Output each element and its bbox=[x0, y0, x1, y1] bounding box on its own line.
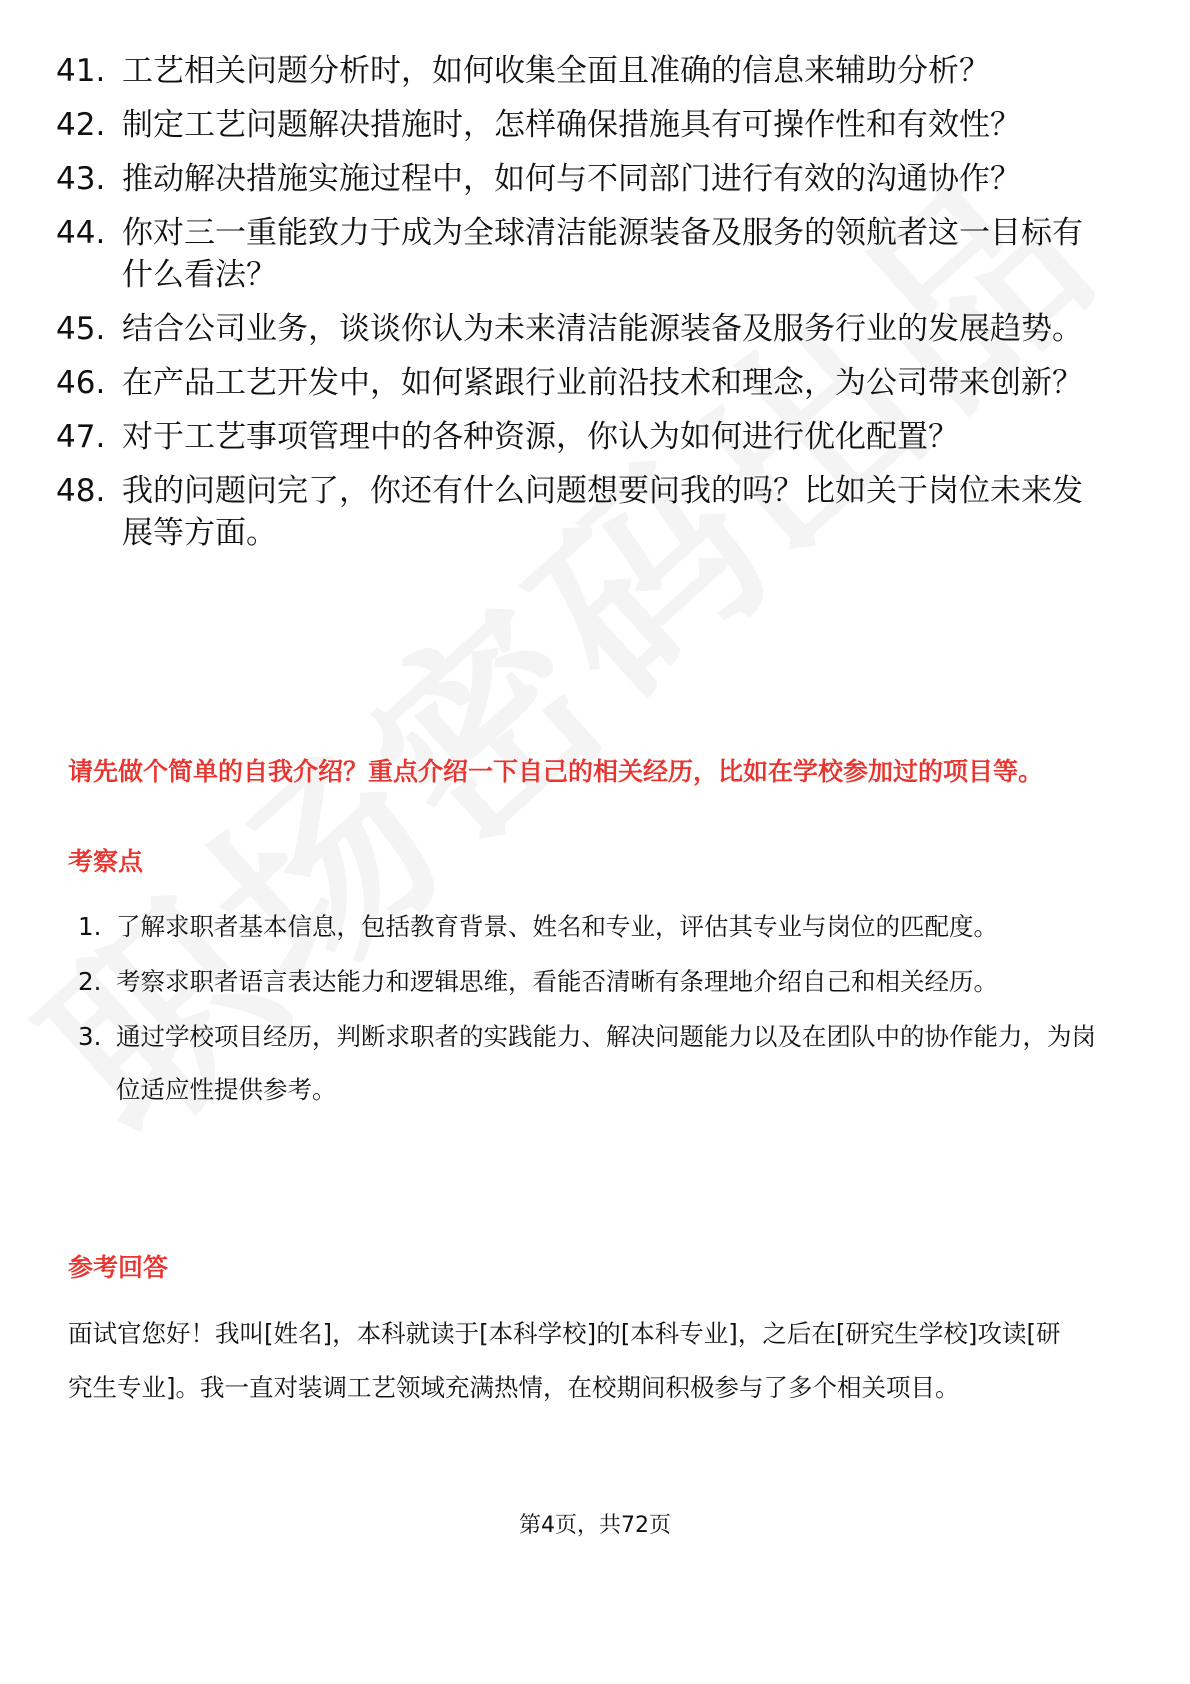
question-number: 43. bbox=[56, 161, 106, 197]
list-item bbox=[56, 104, 1106, 146]
list-item bbox=[78, 955, 1118, 1008]
question-list bbox=[56, 50, 1106, 566]
point-text: 通过学校项目经历，判断求职者的实践能力、解决问题能力以及在团队中的协作能力，为岗位适应性提供参考。 bbox=[116, 1022, 1096, 1104]
point-number: 3. bbox=[78, 1022, 102, 1051]
reference-answer: 面试官您好！我叫[姓名]，本科就读于[本科学校]的[本科专业]，之后在[研究生学校]攻读[研究生专业]。我一直对装调工艺领域充满热情，在校期间积极参与了多个相关项目。 bbox=[68, 1319, 1061, 1402]
question-text: 工艺相关问题分析时，如何收集全面且准确的信息来辅助分析？ bbox=[122, 53, 990, 89]
list-item bbox=[56, 212, 1106, 296]
question-number: 44. bbox=[56, 215, 106, 251]
list-item bbox=[56, 362, 1106, 404]
question-text: 制定工艺问题解决措施时，怎样确保措施具有可操作性和有效性？ bbox=[122, 107, 1021, 143]
question-number: 41. bbox=[56, 53, 106, 89]
featured-question: 请先做个简单的自我介绍？重点介绍一下自己的相关经历，比如在学校参加过的项目等。 bbox=[68, 757, 1044, 786]
question-number: 46. bbox=[56, 365, 106, 401]
point-text: 考察求职者语言表达能力和逻辑思维，看能否清晰有条理地介绍自己和相关经历。 bbox=[116, 967, 998, 996]
point-text: 了解求职者基本信息，包括教育背景、姓名和专业，评估其专业与岗位的匹配度。 bbox=[116, 912, 998, 941]
list-item bbox=[56, 158, 1106, 200]
assessment-heading: 考察点 bbox=[68, 847, 144, 876]
question-text: 推动解决措施实施过程中，如何与不同部门进行有效的沟通协作？ bbox=[122, 161, 1021, 197]
list-item bbox=[56, 50, 1106, 92]
point-number: 1. bbox=[78, 912, 102, 941]
question-text: 对于工艺事项管理中的各种资源，你认为如何进行优化配置？ bbox=[122, 419, 959, 455]
question-number: 48. bbox=[56, 473, 106, 509]
assessment-list bbox=[78, 900, 1118, 1118]
question-text: 在产品工艺开发中，如何紧跟行业前沿技术和理念，为公司带来创新？ bbox=[122, 365, 1083, 401]
question-text: 结合公司业务，谈谈你认为未来清洁能源装备及服务行业的发展趋势。 bbox=[122, 311, 1083, 347]
question-number: 42. bbox=[56, 107, 106, 143]
question-number: 45. bbox=[56, 311, 106, 347]
list-item bbox=[78, 900, 1118, 953]
question-number: 47. bbox=[56, 419, 106, 455]
page-footer: 第4页，共72页 bbox=[519, 1513, 671, 1538]
list-item bbox=[56, 416, 1106, 458]
list-item bbox=[78, 1010, 1118, 1116]
question-text: 我的问题问完了，你还有什么问题想要问我的吗？比如关于岗位未来发展等方面。 bbox=[122, 473, 1083, 551]
question-text: 你对三一重能致力于成为全球清洁能源装备及服务的领航者这一目标有什么看法？ bbox=[122, 215, 1083, 293]
list-item bbox=[56, 470, 1106, 554]
point-number: 2. bbox=[78, 967, 102, 996]
reference-heading: 参考回答 bbox=[68, 1253, 169, 1282]
list-item bbox=[56, 308, 1106, 350]
